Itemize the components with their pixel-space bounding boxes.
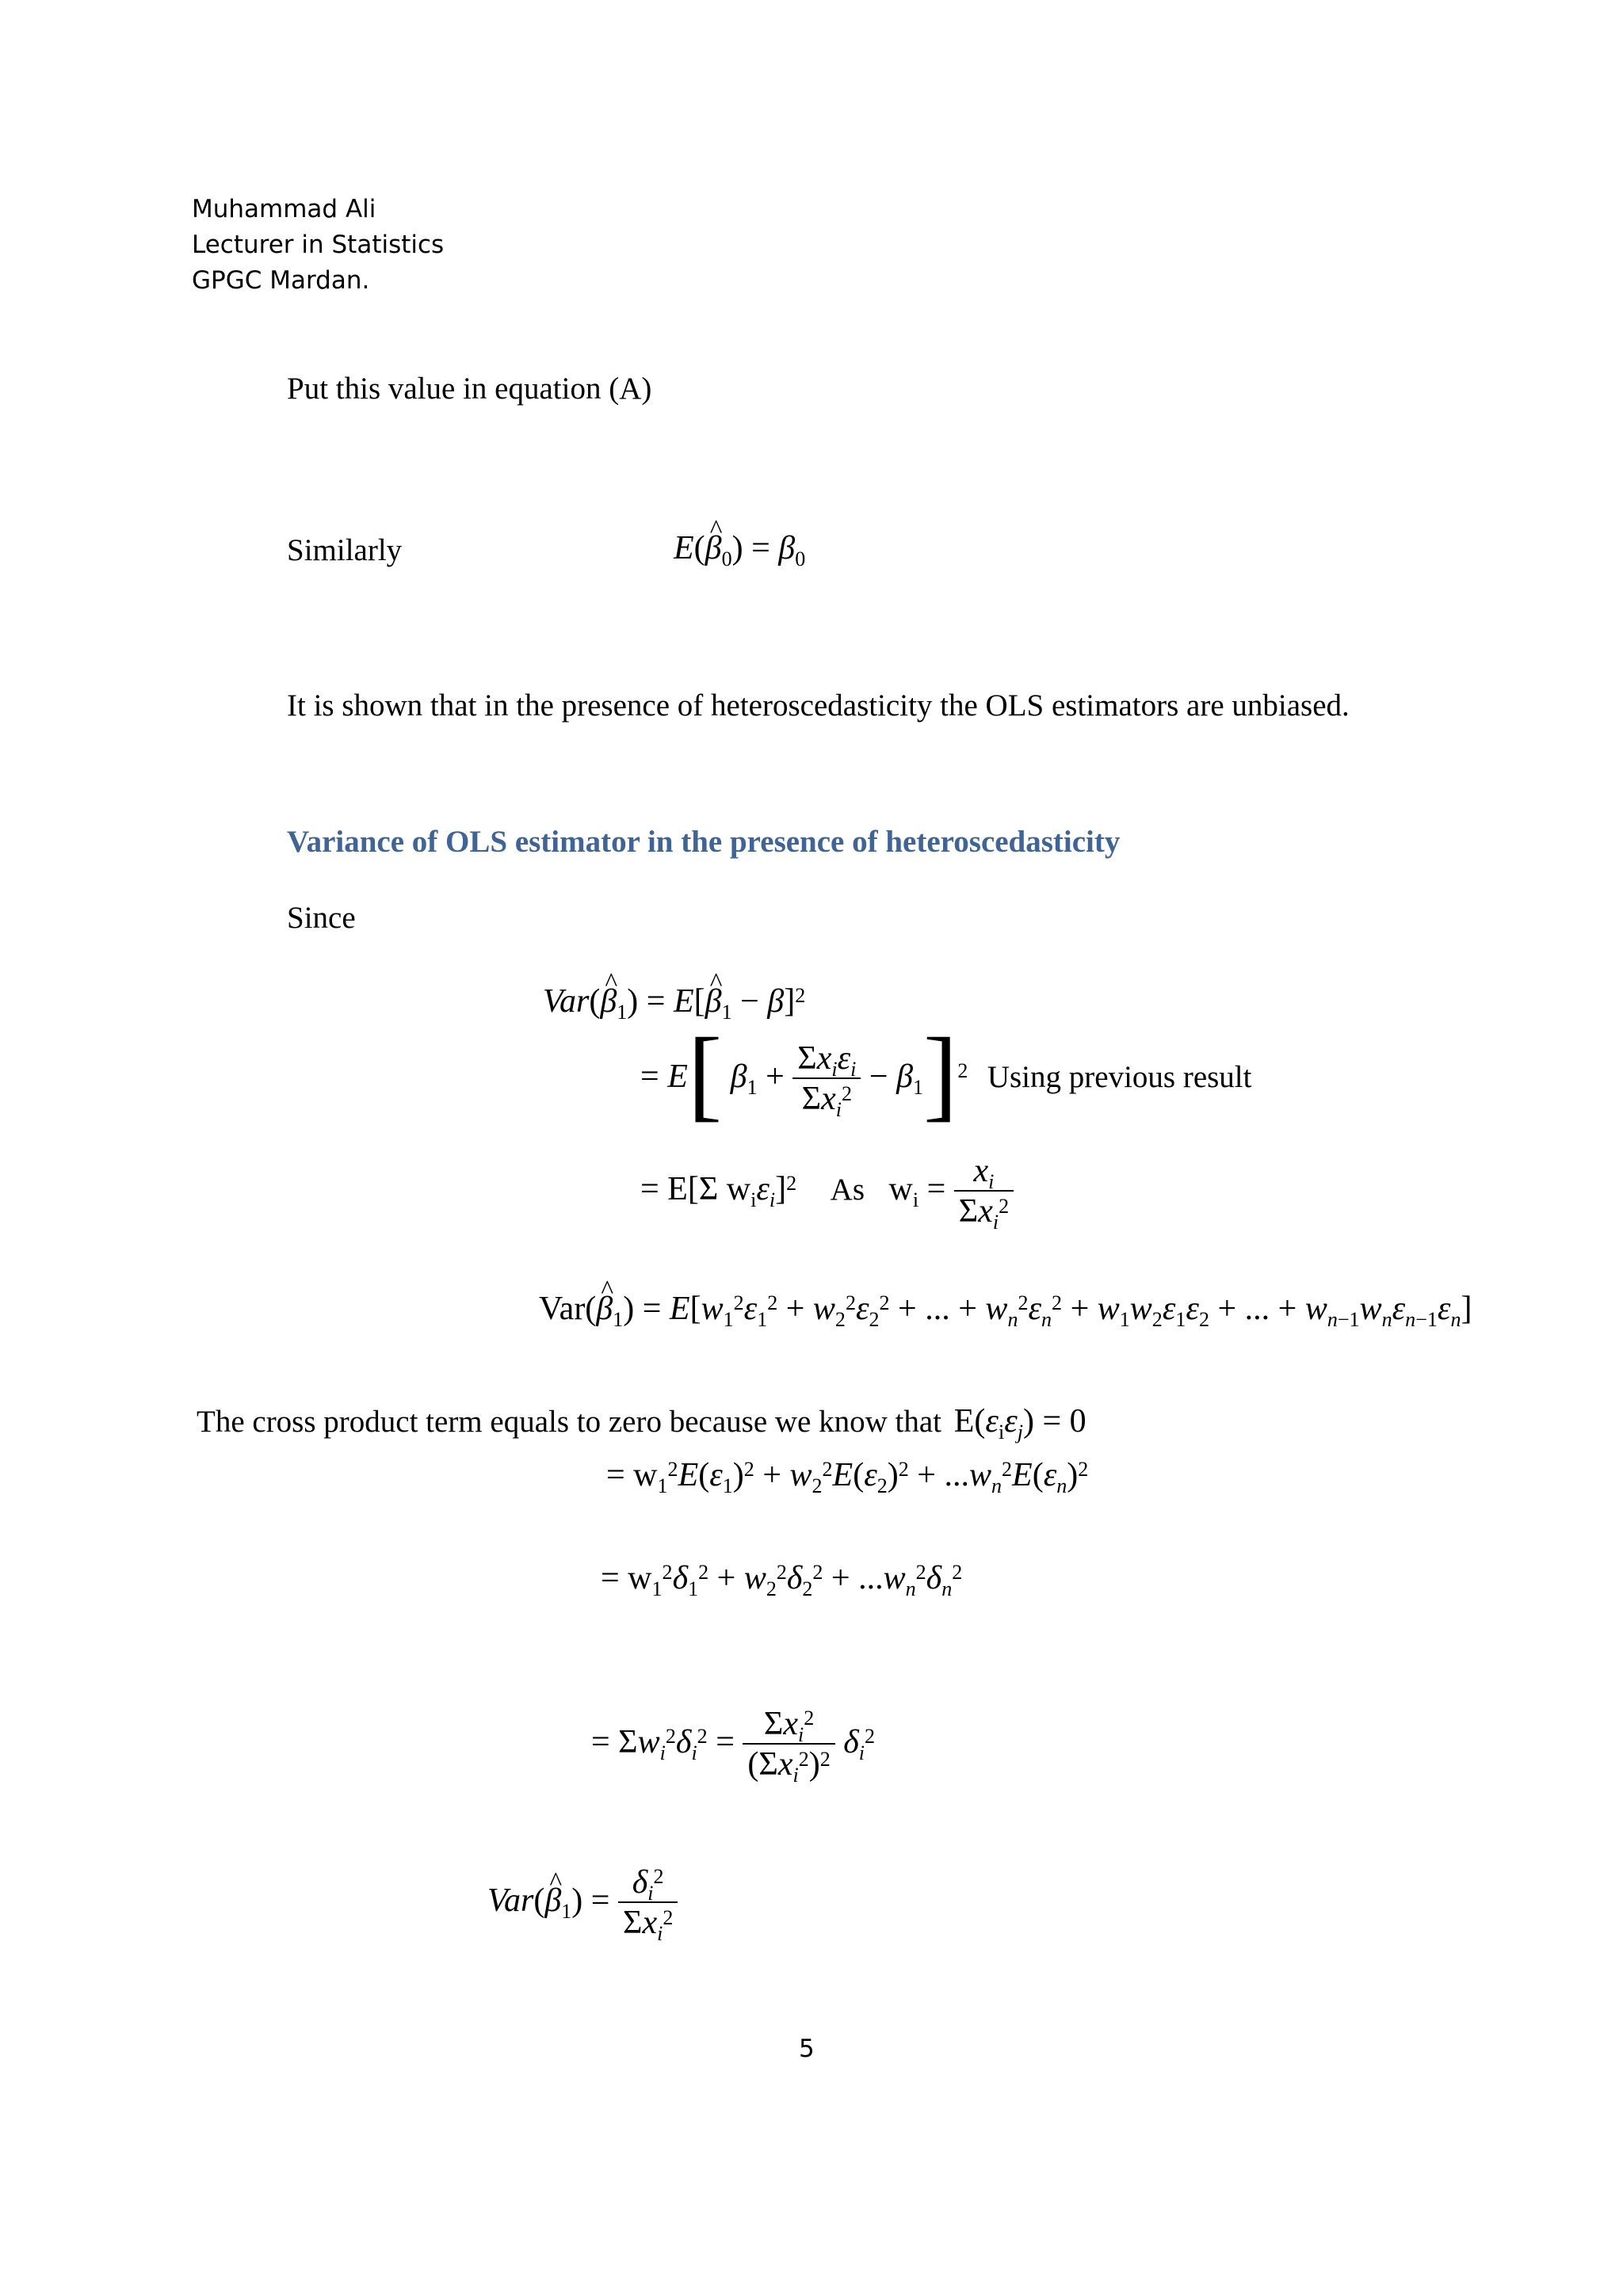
author-name: Muhammad Ali <box>192 195 376 223</box>
author-college: GPGC Mardan. <box>192 266 370 295</box>
body-similarly: Similarly <box>287 533 403 567</box>
page-number: 5 <box>799 2035 815 2063</box>
equation-expectation-sum: = $w_1^2E(\varepsilon_1)^2 + w_2^2E(\varepsilon_2)^2 + ...w_n^2E(\varepsilon_n)^2$ <box>606 1457 1089 1498</box>
body-cross-product: The cross product term equals to zero because we know that $E(\varepsilon_i\varepsilon_j) = 0$ <box>197 1403 1086 1444</box>
body-line-put-value: Put this value in equation (A) <box>287 372 652 406</box>
equation-var-result: Var(β $\^{}_1$) = $\frac{\delta_i^2}{\Sigma x_i^2}$ <box>487 1863 678 1943</box>
equation-var-w: = E[Σ $w_i\varepsilon_i]^2$ As $w_i$ = $\frac{x_i}{\Sigma x_i^2}$ <box>640 1152 1014 1232</box>
note-as: As <box>830 1172 865 1207</box>
equation-var-expand: = E[ $\beta_1$ + $\frac{\Sigma x_i\varepsilon_i}{\Sigma x_i^2}$ − $\beta_1]^2$ Using previous result <box>640 1017 1252 1132</box>
section-heading: Variance of OLS estimator in the presence of heteroscedasticity <box>287 825 1121 859</box>
cross-product-text: The cross product term equals to zero because we know that <box>197 1405 941 1439</box>
author-title: Lecturer in Statistics <box>192 231 445 259</box>
body-since: Since <box>287 901 356 935</box>
equation-sigma-form: = $\Sigma w_i^2\delta_i^2$ = $\frac{\Sigma x_i^2}{(\Sigma x_i^2)^2}$ $\delta_i^2$ <box>591 1706 876 1787</box>
equation-delta-sum: = $w_1^2\delta_1^2 + w_2^2\delta_2^2 + ...w_n^2\delta_n^2$ <box>601 1560 963 1601</box>
equation-var-expansion: Var(β $\^{}_1) = E[w_1^2\varepsilon_1^2 + w_2^2\varepsilon_2^2$ + ... + $w_n^2\varepsilon_n^2 + w_1w_2\varepsilon_1\varepsilon_2$ + ... + $w_{n-1}w_n\varepsilon_{n-1}\varepsilon_n$] <box>539 1290 1472 1328</box>
equation-var-def: Var(β $\^{}_1) = E[\beta$ $\^{}_1 - \beta]^2$ <box>543 982 805 1020</box>
body-unbiased-statement: It is shown that in the presence of heteroscedasticity the OLS estimators are unbiased. <box>287 688 1350 723</box>
equation-e-beta0: E(β $\^{}_0) = \beta_0$ <box>674 529 805 567</box>
note-using-previous: Using previous result <box>987 1059 1252 1094</box>
